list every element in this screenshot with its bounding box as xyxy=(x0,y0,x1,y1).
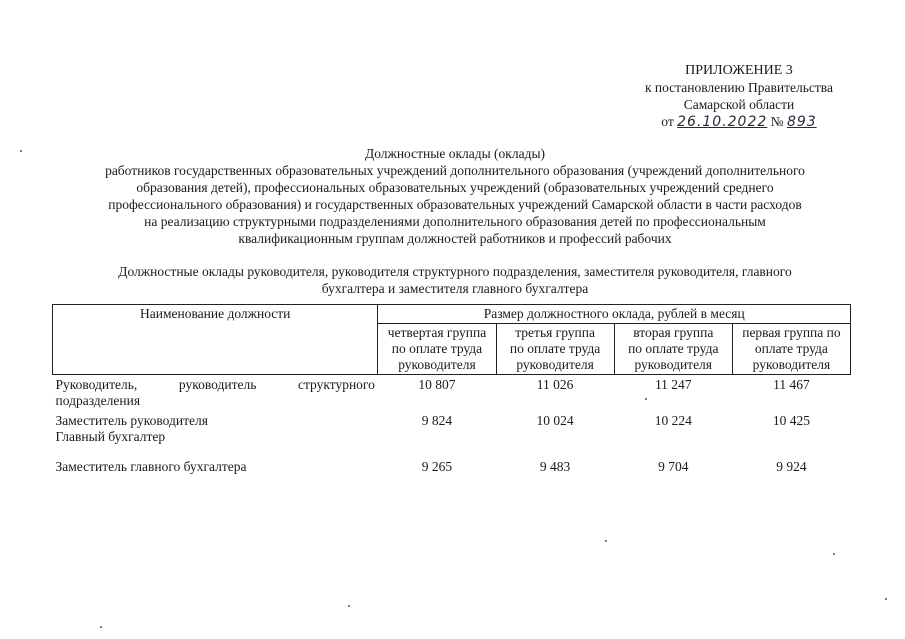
table-row xyxy=(53,457,851,477)
group-4-line-3: руководителя xyxy=(398,357,476,372)
salary-cell: 11 247 xyxy=(654,377,692,392)
position-name-line-2: Главный бухгалтер xyxy=(55,429,166,444)
row-position-name xyxy=(53,375,378,412)
heading-line-6: квалификационным группам должностей работников и профессий рабочих xyxy=(238,231,672,246)
salary-cell: 10 807 xyxy=(418,377,456,392)
table-row xyxy=(53,411,851,457)
position-word: руководитель xyxy=(178,377,257,392)
scan-speck xyxy=(605,540,607,542)
position-name-line-1 xyxy=(56,377,375,393)
group-3-line-3: руководителя xyxy=(516,357,594,372)
from-label: от xyxy=(661,114,674,129)
subheading-line-2: бухгалтера и заместителя главного бухгалтера xyxy=(321,281,589,296)
position-word: структурного xyxy=(297,377,375,392)
scan-speck xyxy=(348,605,350,607)
handwritten-number: 893 xyxy=(786,114,817,130)
group-3-line-1: третья группа xyxy=(515,325,595,340)
salary-cell: 10 024 xyxy=(536,413,574,428)
salary-cell: 10 425 xyxy=(772,413,810,428)
heading-line-2: работников государственных образовательных учреждений дополнительного образования (учреждений дополнительного xyxy=(105,163,805,178)
heading-line-5: на реализацию структурными подразделениями дополнительного образования детей по профессиональным xyxy=(144,214,766,229)
group-2-line-2: по оплате труда xyxy=(628,341,719,356)
position-name-line-2: подразделения xyxy=(55,393,141,408)
group-1-line-3: руководителя xyxy=(752,357,831,372)
handwritten-date: 26.10.2022 xyxy=(677,114,768,130)
heading-line-1: Должностные оклады (оклады) xyxy=(364,146,546,161)
row-position-name xyxy=(53,411,378,457)
table-row xyxy=(53,375,851,412)
appendix-block xyxy=(645,62,833,131)
salary-cell: 10 224 xyxy=(654,413,692,428)
group-1-line-1: первая группа по xyxy=(742,325,841,340)
salary-cell: 9 265 xyxy=(421,459,453,474)
scan-speck xyxy=(100,626,102,628)
table-subheading xyxy=(40,263,870,297)
col-header-salary-size: Размер должностного оклада, рублей в месяц xyxy=(378,305,851,324)
salary-table xyxy=(52,304,851,477)
header-row xyxy=(53,305,851,324)
col-header-position: Наименование должности xyxy=(53,305,378,375)
appendix-title: ПРИЛОЖЕНИЕ 3 xyxy=(685,63,793,78)
heading-line-4: профессионального образования) и государственных образовательных учреждений Самарской области в части расходов xyxy=(108,197,802,212)
group-1-line-2: оплате труда xyxy=(754,341,828,356)
salary-cell: 9 924 xyxy=(776,459,807,474)
col-header-group-1 xyxy=(732,324,850,375)
position-word: Руководитель, xyxy=(55,377,138,392)
salary-cell: 9 483 xyxy=(539,459,571,474)
group-3-line-2: по оплате труда xyxy=(509,341,601,356)
col-header-group-2 xyxy=(614,324,732,375)
subheading-line-1: Должностные оклады руководителя, руководителя структурного подразделения, заместителя руководителя, главного xyxy=(118,264,792,279)
row-position-name: Заместитель главного бухгалтера xyxy=(55,459,247,474)
group-2-line-1: вторая группа xyxy=(633,325,714,340)
group-2-line-3: руководителя xyxy=(634,357,713,372)
heading-line-3: образования детей), профессиональных образовательных учреждений (образовательных учреждений среднего xyxy=(136,180,774,195)
group-4-line-1: четвертая группа xyxy=(387,325,487,340)
col-header-group-4 xyxy=(378,324,496,375)
salary-cell: 11 467 xyxy=(773,377,810,392)
salary-cell: 9 704 xyxy=(658,459,689,474)
scan-speck xyxy=(885,598,887,600)
scan-speck xyxy=(645,398,647,400)
position-name-line-1: Заместитель руководителя xyxy=(55,413,208,428)
appendix-date-line xyxy=(645,113,833,131)
salary-cell: 11 026 xyxy=(536,377,574,392)
document-heading xyxy=(40,145,870,247)
appendix-line-2: Самарской области xyxy=(683,97,795,112)
group-4-line-2: по оплате труда xyxy=(391,341,483,356)
col-header-group-3 xyxy=(496,324,614,375)
scan-speck xyxy=(20,150,22,152)
appendix-line-1: к постановлению Правительства xyxy=(644,80,833,95)
number-label: № xyxy=(770,114,784,129)
scan-speck xyxy=(833,553,835,555)
salary-cell: 9 824 xyxy=(421,413,453,428)
